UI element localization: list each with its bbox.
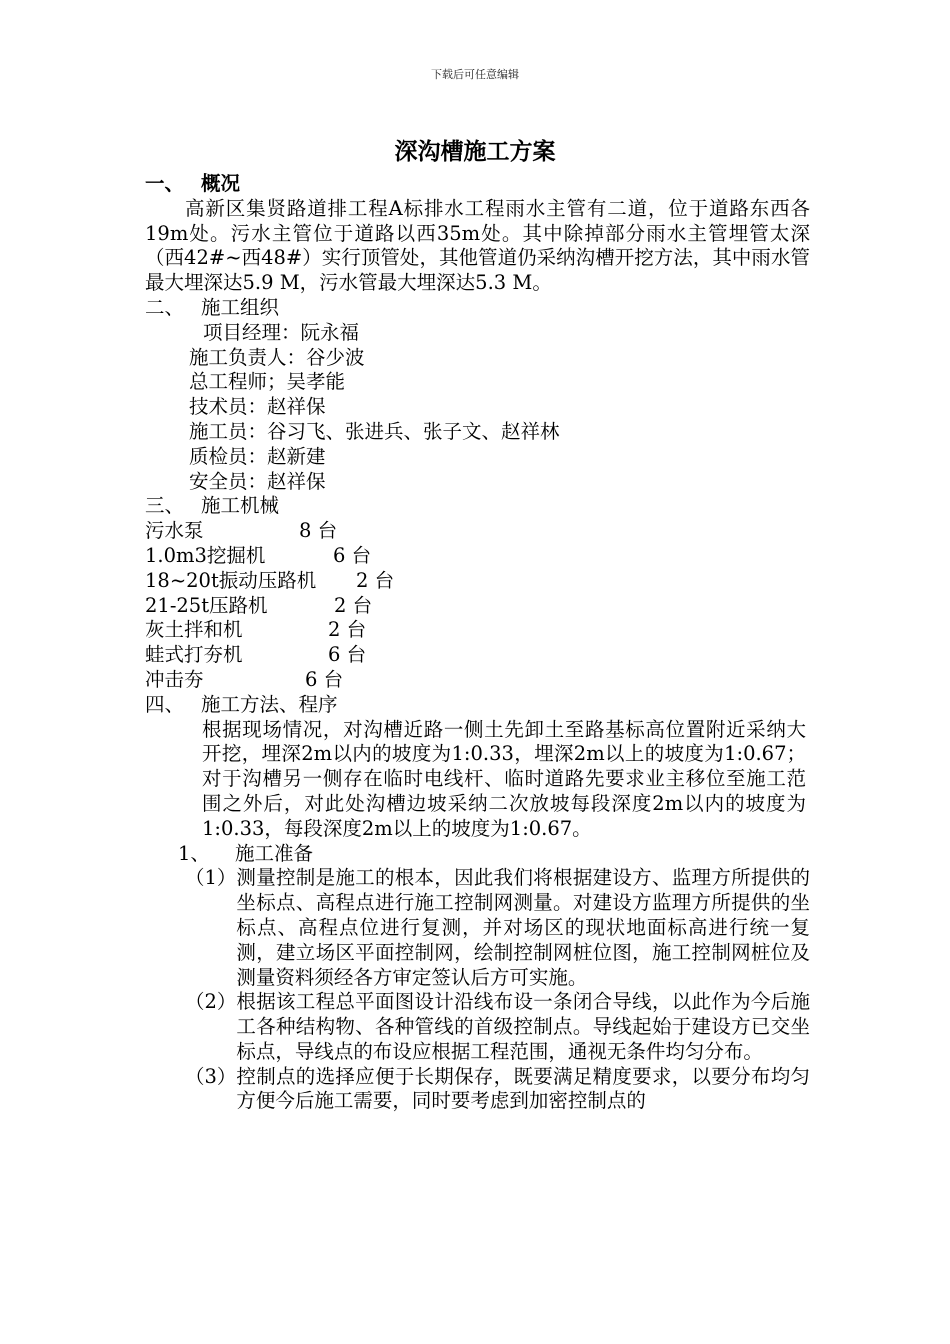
staff-construction-lead: 施工负责人：谷少波 (189, 345, 365, 369)
machine-qty: 2 台 (356, 568, 395, 592)
subsection-1-number: 1、 (178, 841, 210, 865)
list-item-number: （2） (185, 990, 237, 1014)
machine-name: 18~20t振动压路机 (145, 568, 317, 592)
machine-name: 蛙式打夯机 (145, 643, 243, 667)
staff-chief-engineer: 总工程师；吴孝能 (189, 370, 346, 394)
section-3-heading (145, 494, 810, 519)
section-2-number: 二、 (145, 295, 185, 319)
staff-construction-workers: 施工员：谷习飞、张进兵、张子文、赵祥林 (189, 419, 560, 443)
machine-qty: 6 台 (305, 667, 344, 691)
section-3-title: 施工机械 (201, 494, 280, 518)
list-item (185, 990, 810, 1064)
section-4-paragraph: 根据现场情况，对沟槽近路一侧土先卸土至路基标高位置附近采纳大开挖，埋深2m以内的坡度为1:0.33，埋深2m以上的坡度为1:0.67；对于沟槽另一侧存在临时电线杆、临时道路先要求业主移位至施工范围之外后，对此处沟槽边坡采纳二次放坡每段深度2m以内的坡度为1:0.33，每段深度2m以上的坡度为1:0.67。 (202, 717, 806, 840)
section-2-title: 施工组织 (201, 295, 280, 319)
list-item-number: （3） (185, 1064, 237, 1088)
section-2-heading (145, 296, 810, 321)
staff-safety-officer: 安全员：赵祥保 (189, 469, 326, 493)
machine-row (145, 668, 810, 693)
machine-qty: 2 台 (334, 593, 373, 617)
subsection-1-heading (145, 842, 810, 867)
staff-quality-inspector: 质检员：赵新建 (189, 444, 326, 468)
document-title: 深沟槽施工方案 (394, 138, 556, 165)
list-item-number: （1） (185, 866, 237, 890)
section-1-number: 一、 (145, 172, 185, 195)
machine-row (145, 618, 810, 643)
machine-name: 污水泵 (145, 519, 204, 543)
machine-row (145, 643, 810, 668)
list-item-text: 控制点的选择应便于长期保存，既要满足精度要求，以要分布均匀方便今后施工需要，同时要考虑到加密控制点的 (236, 1064, 810, 1113)
machine-row (145, 544, 810, 569)
section-4-heading (145, 693, 810, 718)
machine-qty: 6 台 (328, 643, 367, 667)
section-4-number: 四、 (145, 692, 185, 716)
page-header-note: 下载后可任意编辑 (431, 68, 519, 81)
list-item (185, 1065, 810, 1115)
staff-technician: 技术员：赵祥保 (189, 395, 326, 419)
list-item-text: 测量控制是施工的根本，因此我们将根据建设方、监理方所提供的坐标点、高程点进行施工控制网测量。对建设方监理方所提供的坐标点、高程点位进行复测，并对场区的现状地面标高进行统一复测，建立场区平面控制网，绘制控制网桩位图，施工控制网桩位及测量资料须经各方审定签认后方可实施。 (236, 866, 810, 989)
section-3-number: 三、 (145, 494, 185, 518)
machine-qty: 6 台 (333, 543, 372, 567)
document-body (145, 172, 810, 1114)
section-1-heading (145, 172, 810, 197)
machine-qty: 2 台 (328, 618, 367, 642)
machine-qty: 8 台 (299, 519, 338, 543)
machine-name: 21-25t压路机 (145, 593, 268, 617)
section-1-title: 概况 (201, 172, 241, 195)
list-item (185, 866, 810, 990)
machine-row (145, 569, 810, 594)
staff-project-manager: 项目经理：阮永福 (203, 320, 360, 344)
machine-row (145, 594, 810, 619)
subsection-1-title: 施工准备 (235, 841, 314, 865)
machine-name: 灰土拌和机 (145, 618, 243, 642)
machine-name: 1.0m3挖掘机 (145, 543, 266, 567)
section-4-title: 施工方法、程序 (201, 692, 338, 716)
machine-row (145, 519, 810, 544)
section-1-paragraph: 高新区集贤路道排工程A标排水工程雨水主管有二道，位于道路东西各19m处。污水主管位于道路以西35m处。其中除掉部分雨水主管埋管太深（西42#~西48#）实行顶管处，其他管道仍采纳沟槽开挖方法，其中雨水管最大埋深达5.9 M，污水管最大埋深达5.3 M。 (145, 196, 810, 295)
list-item-text: 根据该工程总平面图设计沿线布设一条闭合导线，以此作为今后施工各种结构物、各种管线的首级控制点。导线起始于建设方已交坐标点，导线点的布设应根据工程范围，通视无条件均匀分布。 (236, 990, 810, 1063)
machine-name: 冲击夯 (145, 667, 204, 691)
